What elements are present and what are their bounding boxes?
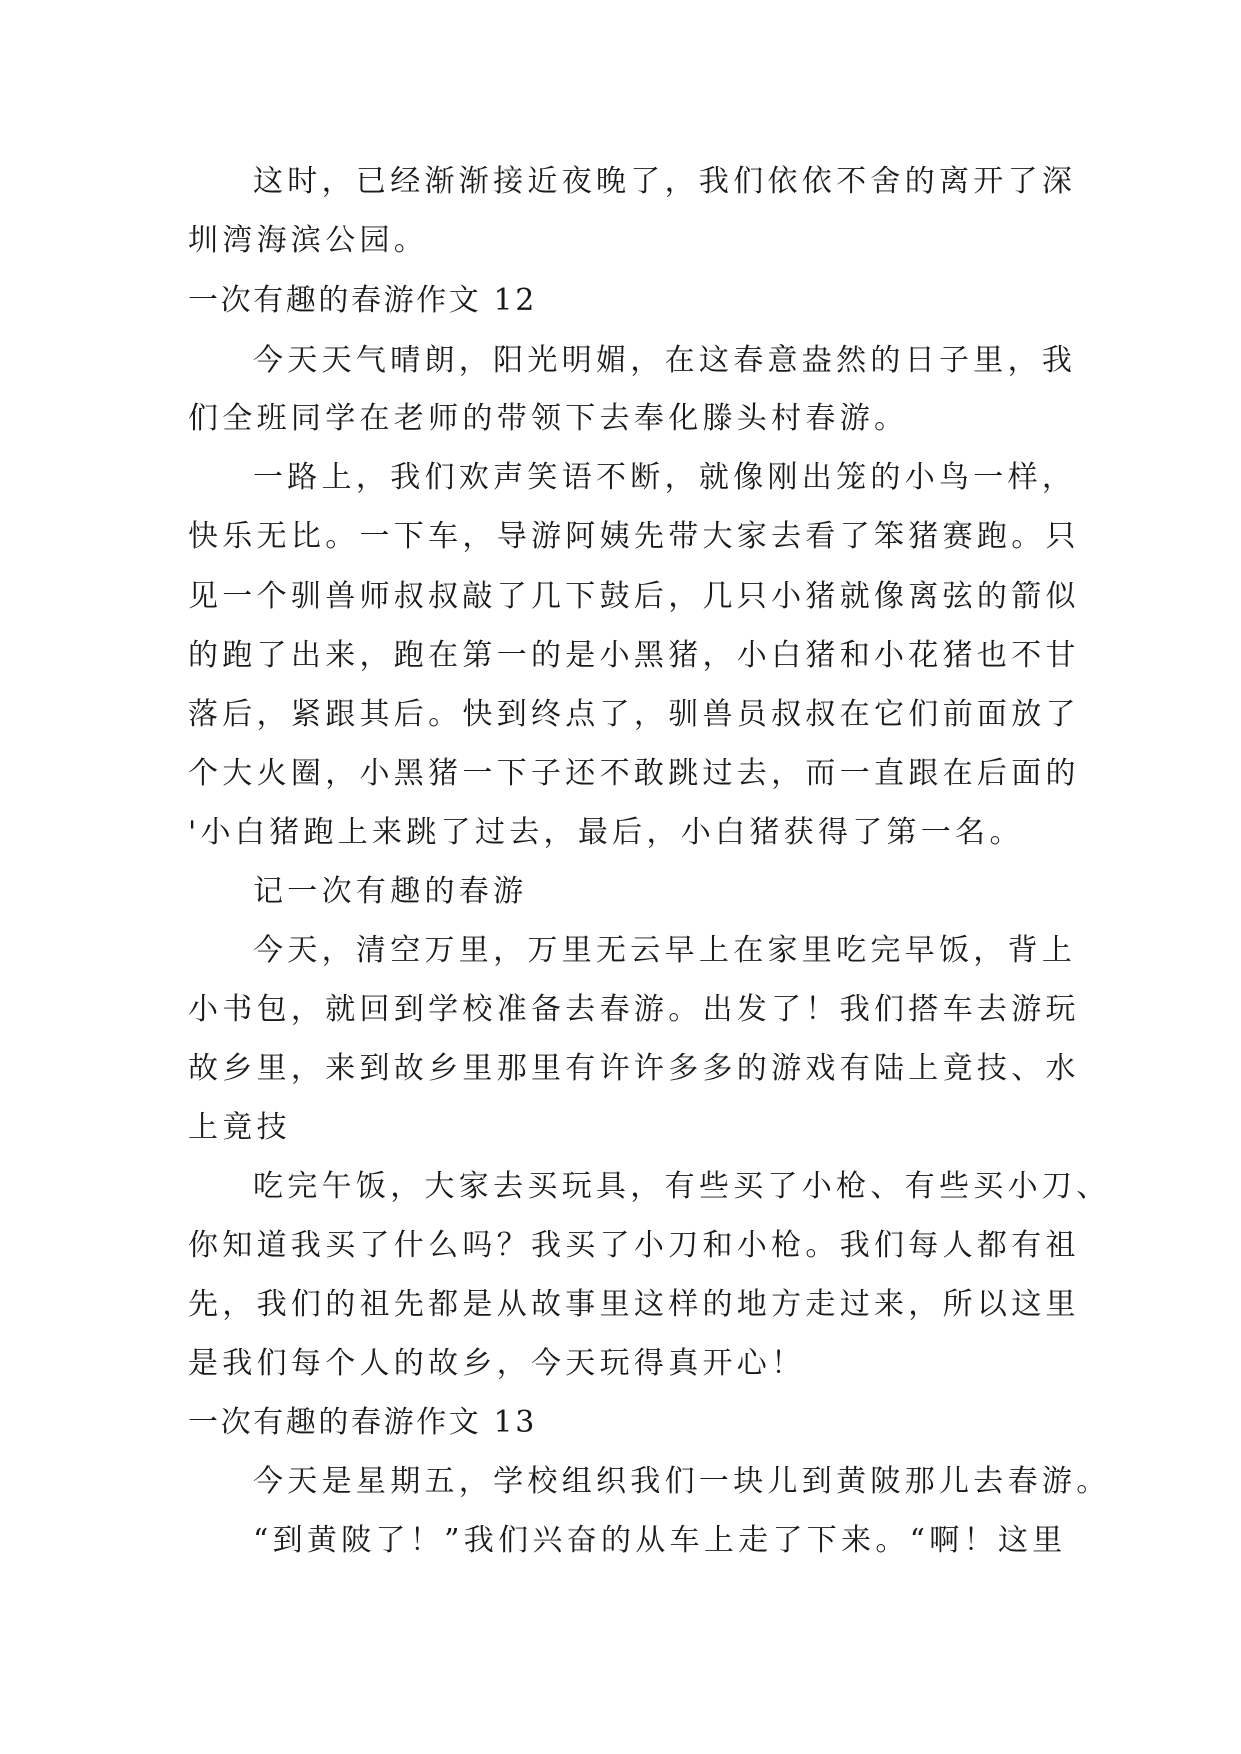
paragraph-line: 落后，紧跟其后。快到终点了，驯兽员叔叔在它们前面放了 <box>188 697 1080 732</box>
section-heading: 一次有趣的春游作文 12 <box>188 283 537 318</box>
paragraph-line: 见一个驯兽师叔叔敲了几下鼓后，几只小猪就像离弦的箭似 <box>188 579 1080 614</box>
paragraph-line: 你知道我买了什么吗？我买了小刀和小枪。我们每人都有祖 <box>188 1228 1080 1263</box>
paragraph-line: “到黄陂了！”我们兴奋的从车上走了下来。“啊！这里 <box>253 1523 1067 1558</box>
paragraph-line: 先，我们的祖先都是从故事里这样的地方走过来，所以这里 <box>188 1287 1080 1322</box>
paragraph-line: 是我们每个人的故乡，今天玩得真开心！ <box>188 1346 806 1381</box>
paragraph-line: 快乐无比。一下车，导游阿姨先带大家去看了笨猪赛跑。只 <box>188 519 1080 554</box>
paragraph-line: 今天天气晴朗，阳光明媚，在这春意盎然的日子里，我 <box>253 343 1077 378</box>
paragraph-line: 小书包，就回到学校准备去春游。出发了！我们搭车去游玩 <box>188 992 1080 1027</box>
paragraph-line: '小白猪跑上来跳了过去，最后，小白猪获得了第一名。 <box>188 815 1024 850</box>
subheading: 记一次有趣的春游 <box>253 874 528 909</box>
paragraph-line: 圳湾海滨公园。 <box>188 223 429 258</box>
paragraph-line: 今天，清空万里，万里无云早上在家里吃完早饭，背上 <box>253 933 1077 968</box>
paragraph-line: 今天是星期五，学校组织我们一块儿到黄陂那儿去春游。 <box>253 1464 1111 1499</box>
paragraph-line: 个大火圈，小黑猪一下子还不敢跳过去，而一直跟在后面的 <box>188 756 1080 791</box>
paragraph-line: 吃完午饭，大家去买玩具，有些买了小枪、有些买小刀、 <box>253 1169 1111 1204</box>
paragraph-line: 一路上，我们欢声笑语不断，就像刚出笼的小鸟一样， <box>253 460 1077 495</box>
section-heading: 一次有趣的春游作文 13 <box>188 1405 537 1440</box>
paragraph-line: 故乡里，来到故乡里那里有许许多多的游戏有陆上竟技、水 <box>188 1051 1080 1086</box>
paragraph-line: 上竟技 <box>188 1110 291 1145</box>
paragraph-line: 这时，已经渐渐接近夜晚了，我们依依不舍的离开了深 <box>253 164 1077 199</box>
paragraph-line: 的跑了出来，跑在第一的是小黑猪，小白猪和小花猪也不甘 <box>188 638 1080 673</box>
paragraph-line: 们全班同学在老师的带领下去奉化滕头村春游。 <box>188 401 909 436</box>
